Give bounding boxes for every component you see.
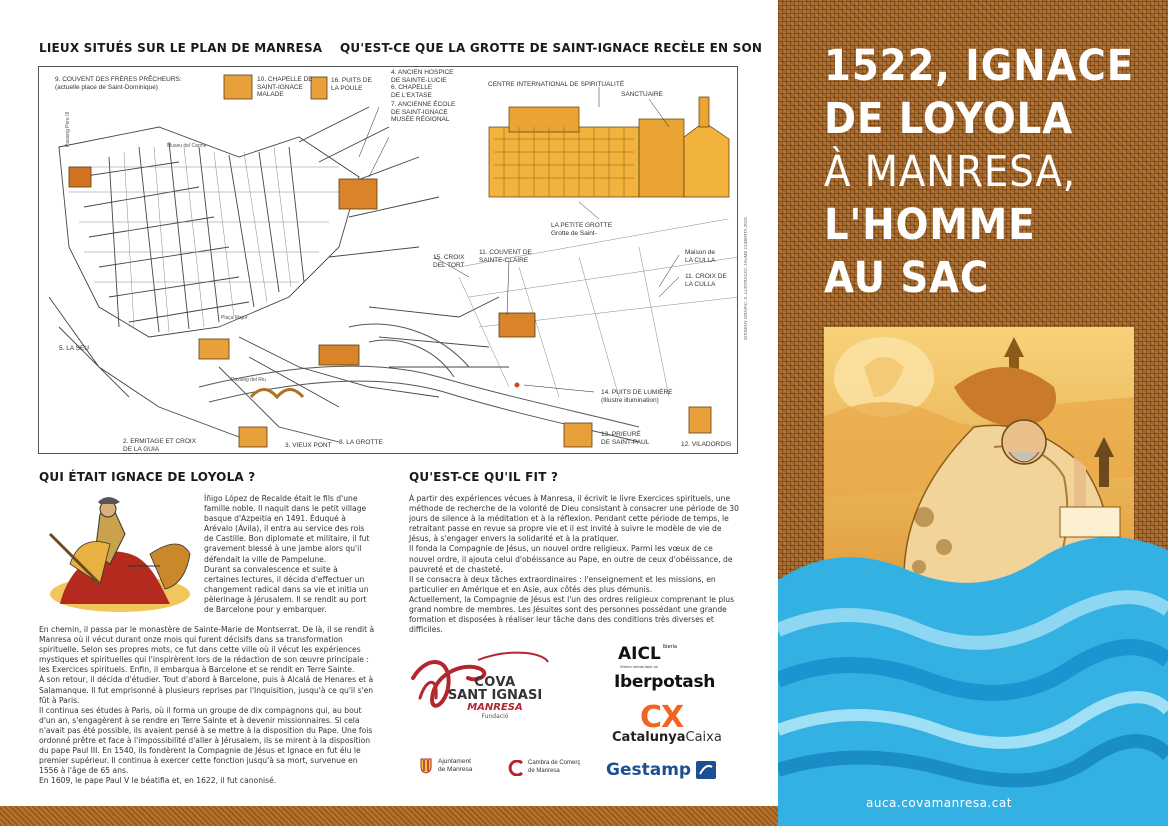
map-label-4: 4. ANCIEN HOSPICE DE SAINTE-LUCIE 6. CHAPELLE DE L'EXTASE <box>391 69 454 99</box>
bottom-texture-strip <box>0 806 778 826</box>
title-line-5: AU SAC <box>824 253 990 303</box>
map-label-5: 5. LA SEU <box>59 345 89 352</box>
credit-line: DISSENY GRÀFIC: X. LUSTRACIÓ: JAUME CUBERTA 2019 <box>743 217 748 340</box>
heading-quoi: QU'EST-CE QU'IL FIT ? <box>409 470 559 484</box>
manresa-map <box>38 66 738 454</box>
map-label-15: 15. CROIX DEL TORT <box>433 254 465 269</box>
cambra-logo <box>528 760 580 775</box>
quoi-paragraph-1: À partir des expériences vécues à Manresa, il écrivit le livre Exercices spirituels, une méthode de recherche de la volonté de Dieu consistant à consacrer une période de 30 jours de silence à la méditation et à la réflexion. Pendant cette période de temps, le retraitant passe en revue sa propre vie et il est invité à suivre le modèle de vie de Jésus, à s'engager envers la solidarité et à la pratiquer. <box>409 494 739 544</box>
aicl-tagline: Where needs take us <box>620 664 658 669</box>
aicl-text: AICL <box>618 644 661 664</box>
cova-sant-ignasi-logo <box>440 676 550 720</box>
qui-text-bottom <box>39 625 375 787</box>
catalunya-caixa-logo <box>612 730 722 745</box>
title-line-4: L'HOMME <box>824 200 1036 250</box>
quoi-text <box>409 494 739 635</box>
map-label-croix-culla: 11. CROIX DE LA CULLA <box>685 273 727 288</box>
map-street-museu: Museu del Carme <box>167 143 207 149</box>
map-label-7: 7. ANCIENNE ÉCOLE DE SAINT-IGNACE MUSÉE RÉGIONAL <box>391 101 456 123</box>
map-label-3: 3. VIEUX PONT <box>285 442 332 449</box>
map-label-sanctuaire: SANCTUAIRE <box>621 91 663 98</box>
cambra-line-2: de Manresa <box>528 767 560 774</box>
gestamp-emblem-icon <box>696 761 716 779</box>
website-url[interactable]: auca.covamanresa.cat <box>866 796 1012 810</box>
map-label-12: 12. VILADORDIS <box>681 441 732 448</box>
cova-text-1: COVA <box>474 675 516 690</box>
cover-panel <box>778 0 1168 826</box>
title-line-1: 1522, IGNACE <box>824 41 1135 91</box>
quoi-paragraph-3: Il se consacra à deux tâches extraordinaires : l'enseignement et les missions, en particulier en Amérique et en Asie, aux côtés des plus démunis. <box>409 574 716 594</box>
map-label-maison: Maison de LA CULLA <box>685 249 716 264</box>
qui-paragraph-4: À son retour, il décida d'étudier. Tout d'abord à Barcelone, puis à Alcalá de Henares et à Salamanque. Il fut emprisonné à plusieurs reprises par l'Inquisition, jusqu'à ce qu'il s'en fût à Paris. <box>39 675 374 705</box>
map-label-11: 11. COUVENT DE SAINTE-CLAIRE <box>479 249 532 264</box>
cx-logo: CX <box>640 700 684 735</box>
blue-waves <box>778 520 1168 826</box>
aicl-small: Iberia <box>662 644 678 650</box>
ajuntament-line-1: Ajuntament <box>438 758 471 765</box>
map-street-placa: Plaça Major <box>221 315 248 321</box>
cova-text-2: SANT IGNASI <box>447 688 543 703</box>
map-label-14: 14. PUITS DE LUMIÈRE (Illustre illumination) <box>601 389 673 404</box>
map-label-9: 9. COUVENT DES FRÈRES PRÊCHEURS: (actuelle place de Saint-Dominique) <box>55 76 182 91</box>
caixa-text: Caixa <box>685 730 722 745</box>
qui-paragraph-3: En chemin, il passa par le monastère de Sainte-Marie de Montserrat. De là, il se rendit à Manresa où il vécut durant onze mois qui furent décisifs dans sa transformation spirituelle. Selon ses propres mots, ce fut dans cette ville où il vécut les expériences mystiques et spirituelles qui l'inspirèrent lors de la rédaction de son œuvre principale : les Exercices spirituels. Enfin, il embarqua à Barcelone et se rendit en Terre Sainte. <box>39 625 375 675</box>
map-street-pere: Passeig Pere III <box>65 111 71 147</box>
qui-paragraph-2: Durant sa convalescence et suite à certaines lectures, il décida d'effectuer un changement radical dans sa vie et initia un pèlerinage à Jérusalem. Il se rendit au port de Barcelone pour y embarquer. <box>204 564 369 615</box>
quoi-paragraph-2: Il fonda la Compagnie de Jésus, un nouvel ordre religieux. Parmi les vœux de ce nouvel ordre, il ajouta celui d'obéissance au Pape, en outre de ceux d'obéissance, de pauvreté et de chasteté. <box>409 544 733 574</box>
aicl-logo <box>618 644 677 664</box>
qui-paragraph-1: Íñigo López de Recalde était le fils d'une famille noble. Il naquit dans le petit village basque d'Azpeitia en 1491. Éduqué à Arévalo (Ávila), il entra au service des rois de Castille. Bon diplomate et militaire, il fut gravement blessé à une jambe alors qu'il défendait la ville de Pampelune. <box>204 494 370 564</box>
gestamp-logo: Gestamp <box>606 760 692 780</box>
qui-paragraph-6: En 1609, le pape Paul V le béatifia et, en 1622, il fut canonisé. <box>39 776 277 786</box>
iberpotash-logo: Iberpotash <box>614 672 716 692</box>
map-label-13: 13. PRIEURÉ DE SAINT-PAUL <box>601 431 650 446</box>
heading-qui: QUI ÉTAIT IGNACE DE LOYOLA ? <box>39 470 256 484</box>
map-street-passeig: Passeig del Riu <box>231 377 266 383</box>
catalunya-text: Catalunya <box>612 730 686 745</box>
cova-text-3: MANRESA <box>467 702 523 713</box>
heading-map: LIEUX SITUÉS SUR LE PLAN DE MANRESA <box>39 41 323 55</box>
title-line-2: DE LOYOLA <box>824 94 1074 144</box>
ajuntament-line-2: de Manresa <box>438 766 473 773</box>
map-label-10: 10. CHAPELLE DE SAINT-IGNACE MALADE <box>257 76 313 98</box>
map-label-petite-grotte: LA PETITE GROTTE Grotte de Saint- <box>551 222 613 237</box>
map-label-2: 2. ERMITAGE ET CROIX DE LA GUIA <box>123 438 197 453</box>
qui-text-top <box>204 494 374 615</box>
ignace-illustration <box>40 494 200 620</box>
map-label-16: 16. PUITS DE LA POULE <box>331 77 372 92</box>
map-label-8: 8. LA GROTTE <box>339 439 383 446</box>
heading-grotte: QU'EST-CE QUE LA GROTTE DE SAINT-IGNACE RECÈLE EN SON <box>340 41 763 55</box>
cova-text-4: Fundació <box>481 713 509 720</box>
ajuntament-logo <box>438 758 472 774</box>
qui-paragraph-5: Il continua ses études à Paris, où il forma un groupe de dix compagnons qui, au bout d'un an, s'engagèrent à se rendre en Terre Sainte et à devenir missionnaires. Si cela n'avait pas été possible, ils avaient pensé à se mettre à la disposition du Pape. Une fois ordonné prêtre et face à l'impossibilité d'aller à Jérusalem, ils se mirent à la disposition du pape Paul III. En 1540, ils fondèrent la Compagnie de Jésus et Ignace en fut élu le premier supérieur. Il continua à exercer cette fonction jusqu'à sa mort, survenue en 1556 à l'âge de 65 ans. <box>39 705 373 776</box>
cambra-logo-icon <box>508 760 526 776</box>
cover-title <box>824 40 1134 305</box>
cambra-line-1: Cambra de Comerç <box>528 760 581 766</box>
map-label-centre: CENTRE INTERNATIONAL DE SPIRITUALITÉ <box>488 81 625 88</box>
quoi-paragraph-4: Actuellement, la Compagnie de Jésus est l'un des ordres religieux comprenant le plus grand nombre de membres. Les Jésuites sont des personnes possédant une grande formation et disposées à réaliser leur tâche dans des conditions très diverses et difficiles. <box>409 594 735 635</box>
ajuntament-shield-icon <box>420 758 432 774</box>
title-line-3: À MANRESA, <box>824 147 1076 197</box>
